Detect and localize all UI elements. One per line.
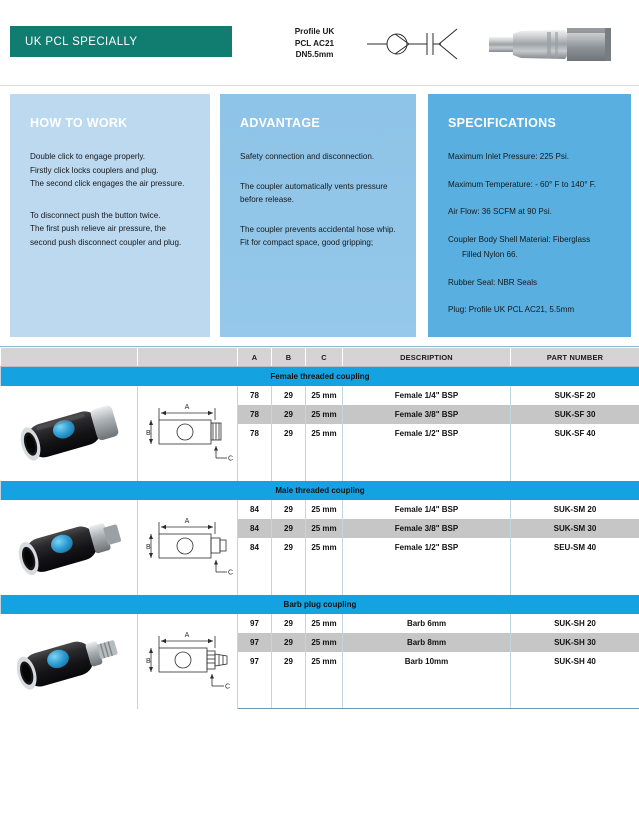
svg-text:B: B <box>146 543 151 551</box>
cell-b: 29 <box>272 614 306 633</box>
spacer-desc <box>343 690 511 709</box>
svg-text:C: C <box>228 569 234 576</box>
advantage-paragraph-2: The coupler automatically vents pressure before release. <box>240 181 388 204</box>
barb-coupling-photo-cell <box>1 614 138 709</box>
cell-b: 29 <box>272 652 306 671</box>
spacer-part <box>511 576 639 595</box>
cell-part-number: SUK-SM 30 <box>511 519 639 538</box>
profile-info <box>272 26 357 61</box>
cell-b: 29 <box>272 633 306 652</box>
cell-description: Female 3/8" BSP <box>343 405 511 424</box>
spacer-desc <box>343 443 511 462</box>
spacer-c <box>306 443 343 462</box>
male-coupling-photo <box>9 504 129 590</box>
cell-a: 97 <box>238 633 272 652</box>
spacer-a <box>238 576 272 595</box>
cell-c: 25 mm <box>306 405 343 424</box>
barb-coupling-drawing-cell <box>138 614 238 709</box>
cell-b: 29 <box>272 519 306 538</box>
cell-b: 29 <box>272 386 306 405</box>
female-coupling-drawing <box>142 392 234 472</box>
spacer-a <box>238 557 272 576</box>
spacer-b <box>272 576 306 595</box>
cell-description: Female 1/4" BSP <box>343 386 511 405</box>
cell-c: 25 mm <box>306 633 343 652</box>
spacer-a <box>238 690 272 709</box>
cell-c: 25 mm <box>306 424 343 443</box>
profile-line-2: PCL AC21 <box>294 38 335 48</box>
advantage-paragraph-3: The coupler prevents accidental hose whip. Fit for compact space, good gripping; <box>240 224 396 247</box>
panel-advantage <box>220 94 416 337</box>
panel-specifications <box>428 94 631 337</box>
svg-text:A: A <box>184 631 190 639</box>
spacer-desc <box>343 671 511 690</box>
cell-c: 25 mm <box>306 386 343 405</box>
spacer-b <box>272 671 306 690</box>
section-label-female: Female threaded coupling <box>1 367 639 386</box>
cell-a: 84 <box>238 538 272 557</box>
spec-item-0: Maximum Inlet Pressure: 225 Psi. <box>448 152 569 161</box>
female-coupling-photo <box>9 390 129 476</box>
spacer-part <box>511 462 639 481</box>
header-a: A <box>238 348 272 367</box>
spec-item-6: Plug: Profile UK PCL AC21, 5.5mm <box>448 305 575 314</box>
product-table <box>0 347 639 709</box>
svg-text:B: B <box>146 429 151 437</box>
profile-schematic <box>365 22 475 66</box>
male-coupling-drawing-cell <box>138 500 238 595</box>
spec-item-2: Air Flow: 36 SCFM at 90 Psi. <box>448 207 552 216</box>
spacer-b <box>272 462 306 481</box>
cell-description: Female 1/2" BSP <box>343 424 511 443</box>
cell-a: 97 <box>238 614 272 633</box>
spec-item-3: Coupler Body Shell Material: Fiberglass <box>448 234 591 244</box>
how-to-work-paragraph-2: To disconnect push the button twice. The first push relieve air pressure, the second push disconnect coupler and plug. <box>30 210 182 247</box>
page-title: UK PCL SPECIALLY <box>25 35 138 48</box>
page-header <box>0 0 639 86</box>
spacer-a <box>238 671 272 690</box>
cell-c: 25 mm <box>306 652 343 671</box>
female-coupling-drawing-cell <box>138 386 238 481</box>
header-part-number: PART NUMBER <box>511 348 639 367</box>
cell-part-number: SUK-SH 40 <box>511 652 639 671</box>
info-panels <box>0 86 639 346</box>
cell-a: 97 <box>238 652 272 671</box>
how-to-work-paragraph-1: Double click to engage properly. Firstly click locks couplers and plug. The second click engages the air pressure. <box>30 152 185 188</box>
table-row <box>1 500 639 519</box>
spacer-c <box>306 671 343 690</box>
spacer-part <box>511 671 639 690</box>
spacer-part <box>511 557 639 576</box>
spacer-part <box>511 443 639 462</box>
cell-part-number: SEU-SM 40 <box>511 538 639 557</box>
spacer-c <box>306 690 343 709</box>
cell-c: 25 mm <box>306 538 343 557</box>
header-b: B <box>272 348 306 367</box>
cell-description: Female 1/4" BSP <box>343 500 511 519</box>
cell-c: 25 mm <box>306 614 343 633</box>
cell-a: 78 <box>238 424 272 443</box>
barb-coupling-photo <box>9 618 129 704</box>
section-bar-female <box>1 367 639 386</box>
spec-item-1: Maximum Temperature: - 60° F to 140° F. <box>448 179 597 189</box>
header-description: DESCRIPTION <box>343 348 511 367</box>
product-table-wrapper <box>0 346 639 709</box>
cell-part-number: SUK-SF 40 <box>511 424 639 443</box>
cell-a: 84 <box>238 500 272 519</box>
profile-line-1: Profile UK <box>294 27 335 36</box>
spacer-b <box>272 443 306 462</box>
cell-a: 78 <box>238 405 272 424</box>
cell-description: Female 3/8" BSP <box>343 519 511 538</box>
section-label-male: Male threaded coupling <box>1 481 639 500</box>
cell-description: Barb 8mm <box>343 633 511 652</box>
chrome-plug-photo <box>487 20 633 68</box>
cell-b: 29 <box>272 500 306 519</box>
table-row <box>1 614 639 633</box>
advantage-heading: ADVANTAGE <box>240 116 321 130</box>
female-coupling-photo-cell <box>1 386 138 481</box>
spacer-b <box>272 690 306 709</box>
spacer-desc <box>343 557 511 576</box>
profile-line-3: DN5.5mm <box>295 50 334 59</box>
panel-how-to-work <box>10 94 210 337</box>
section-label-barb: Barb plug coupling <box>1 595 639 614</box>
header-photo <box>1 348 138 367</box>
spacer-b <box>272 557 306 576</box>
cell-b: 29 <box>272 424 306 443</box>
advantage-paragraph-1: Safety connection and disconnection. <box>240 152 375 161</box>
cell-part-number: SUK-SH 30 <box>511 633 639 652</box>
spacer-a <box>238 462 272 481</box>
section-bar-barb <box>1 595 639 614</box>
spacer-c <box>306 576 343 595</box>
cell-a: 78 <box>238 386 272 405</box>
spacer-a <box>238 443 272 462</box>
specifications-heading: SPECIFICATIONS <box>448 116 557 130</box>
section-bar-male <box>1 481 639 500</box>
cell-a: 84 <box>238 519 272 538</box>
table-header-row <box>1 348 639 367</box>
spacer-c <box>306 557 343 576</box>
cell-description: Barb 10mm <box>343 652 511 671</box>
table-row <box>1 386 639 405</box>
svg-text:C: C <box>225 683 231 690</box>
svg-text:A: A <box>184 517 190 525</box>
cell-description: Female 1/2" BSP <box>343 538 511 557</box>
spacer-c <box>306 462 343 481</box>
svg-text:B: B <box>146 657 151 665</box>
header-c: C <box>306 348 343 367</box>
cell-part-number: SUK-SF 30 <box>511 405 639 424</box>
barb-coupling-drawing <box>142 620 234 700</box>
cell-b: 29 <box>272 405 306 424</box>
spacer-desc <box>343 576 511 595</box>
spacer-part <box>511 690 639 709</box>
male-coupling-photo-cell <box>1 500 138 595</box>
svg-text:C: C <box>228 455 234 462</box>
spec-item-5: Rubber Seal: NBR Seals <box>448 277 538 287</box>
spec-item-4: Filled Nylon 66. <box>462 250 518 259</box>
cell-c: 25 mm <box>306 519 343 538</box>
product-title-bar <box>10 26 232 57</box>
header-drawing <box>138 348 238 367</box>
cell-part-number: SUK-SH 20 <box>511 614 639 633</box>
male-coupling-drawing <box>142 506 234 586</box>
cell-part-number: SUK-SM 20 <box>511 500 639 519</box>
cell-c: 25 mm <box>306 500 343 519</box>
cell-b: 29 <box>272 538 306 557</box>
svg-text:A: A <box>184 403 190 411</box>
cell-description: Barb 6mm <box>343 614 511 633</box>
cell-part-number: SUK-SF 20 <box>511 386 639 405</box>
spacer-desc <box>343 462 511 481</box>
how-to-work-heading: HOW TO WORK <box>30 116 128 130</box>
